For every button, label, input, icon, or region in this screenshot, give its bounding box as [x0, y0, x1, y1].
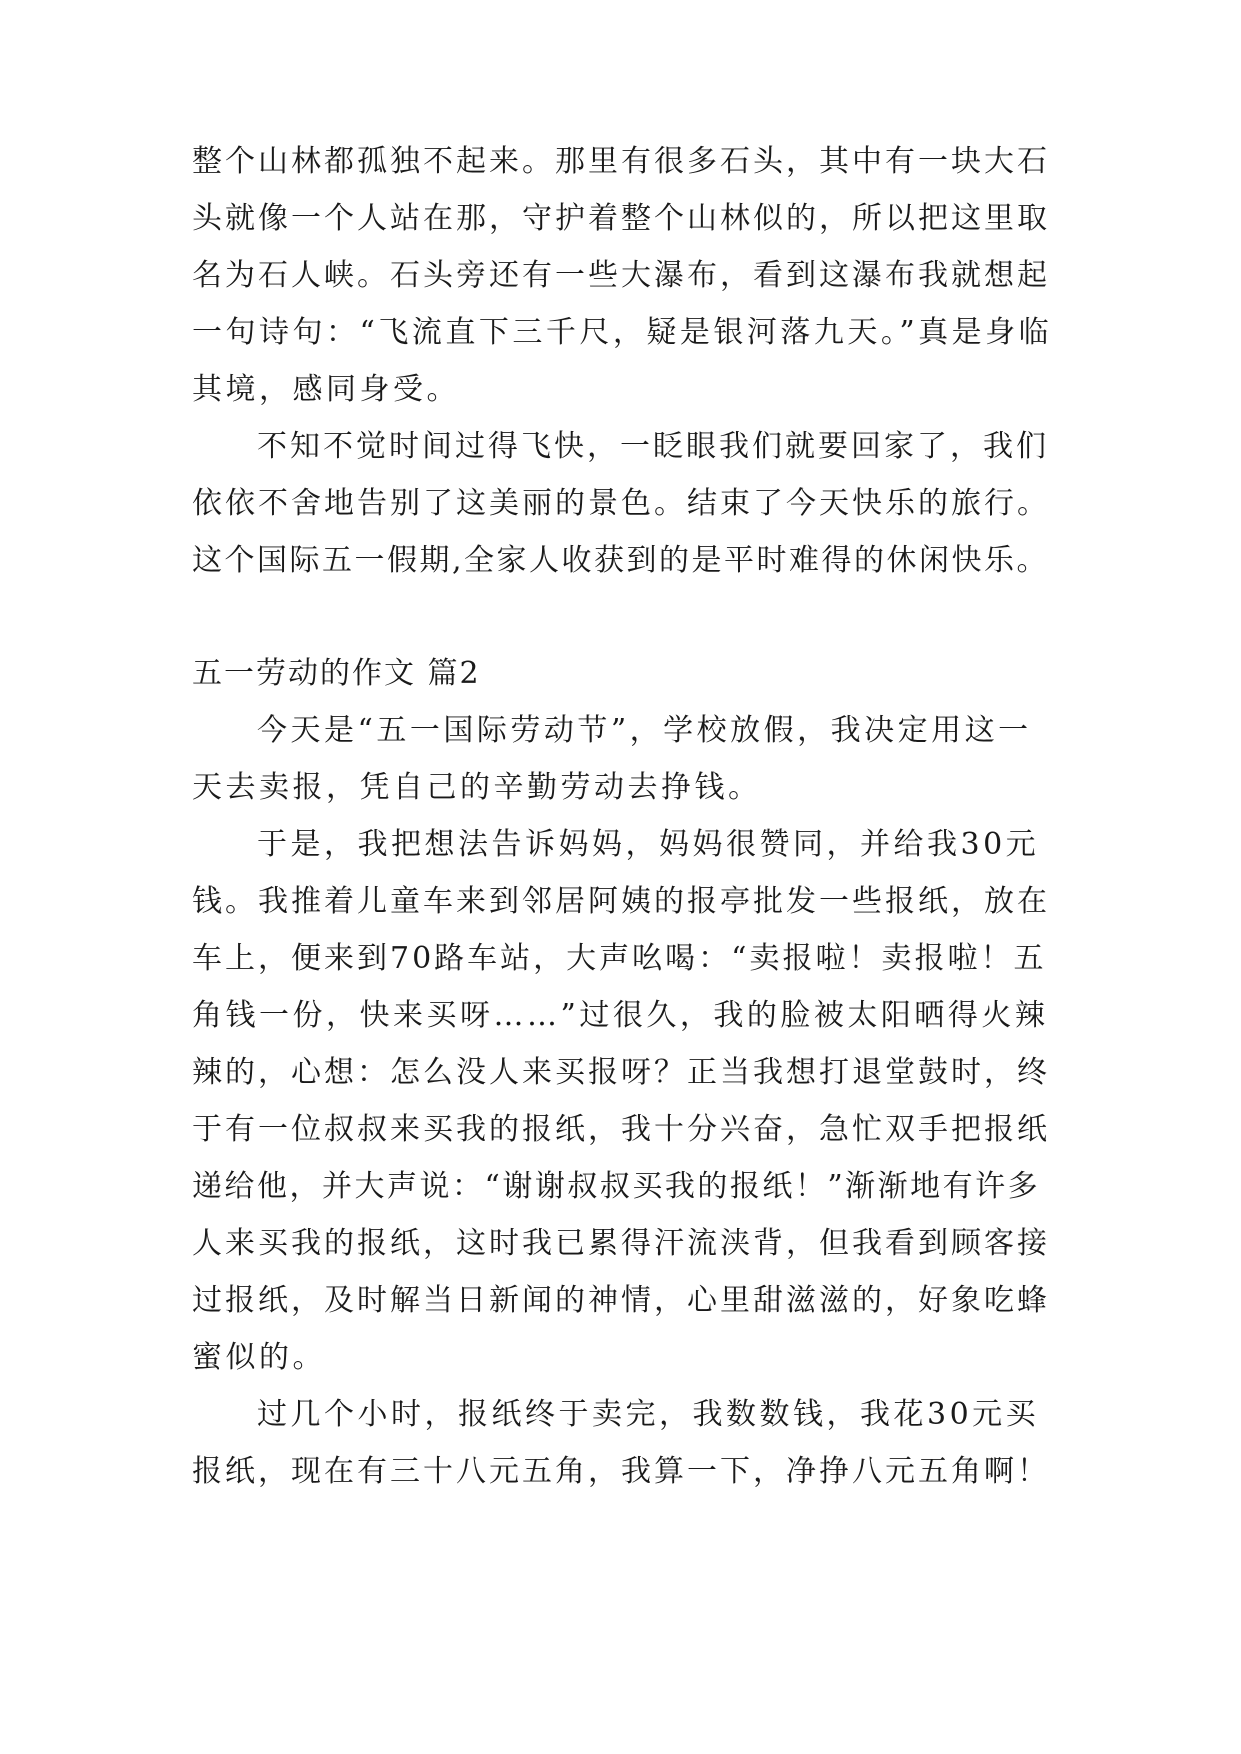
- paragraph-line: 车上，便来到70路车站，大声吆喝：“卖报啦！卖报啦！五: [192, 941, 1047, 976]
- paragraph-line: 这个国际五一假期,全家人收获到的是平时难得的休闲快乐。: [192, 543, 1050, 578]
- paragraph-line: 人来买我的报纸，这时我已累得汗流浃背，但我看到顾客接: [192, 1226, 1050, 1261]
- paragraph-line: 递给他，并大声说：“谢谢叔叔买我的报纸！”渐渐地有许多: [192, 1169, 1041, 1204]
- paragraph-line: 于是，我把想法告诉妈妈，妈妈很赞同，并给我30元: [257, 827, 1040, 862]
- paragraph-line: 依依不舍地告别了这美丽的景色。结束了今天快乐的旅行。: [192, 486, 1050, 521]
- paragraph-line: 报纸，现在有三十八元五角，我算一下，净挣八元五角啊！: [192, 1454, 1050, 1489]
- paragraph-line: 整个山林都孤独不起来。那里有很多石头，其中有一块大石: [192, 144, 1050, 179]
- paragraph-line: 过几个小时，报纸终于卖完，我数数钱，我花30元买: [257, 1397, 1040, 1432]
- paragraph-line: 一句诗句：“飞流直下三千尺，疑是银河落九天。”真是身临: [192, 315, 1053, 350]
- paragraph-line: 不知不觉时间过得飞快，一眨眼我们就要回家了，我们: [257, 429, 1049, 464]
- paragraph-line: 角钱一份，快来买呀……”过很久，我的脸被太阳晒得火辣: [192, 998, 1049, 1033]
- paragraph-line: 于有一位叔叔来买我的报纸，我十分兴奋，急忙双手把报纸: [192, 1112, 1050, 1147]
- paragraph-line: 蜜似的。: [192, 1340, 326, 1375]
- paragraph-line: 钱。我推着儿童车来到邻居阿姨的报亭批发一些报纸，放在: [192, 884, 1050, 919]
- paragraph-line: 今天是“五一国际劳动节”，学校放假，我决定用这一: [257, 713, 1032, 748]
- paragraph-line: 天去卖报，凭自己的辛勤劳动去挣钱。: [192, 770, 762, 805]
- paragraph-line: 其境，感同身受。: [192, 372, 460, 407]
- paragraph-line: 名为石人峡。石头旁还有一些大瀑布，看到这瀑布我就想起: [192, 258, 1050, 293]
- paragraph-line: 过报纸，及时解当日新闻的神情，心里甜滋滋的，好象吃蜂: [192, 1283, 1050, 1318]
- paragraph-line: 辣的，心想：怎么没人来买报呀？正当我想打退堂鼓时，终: [192, 1055, 1050, 1090]
- paragraph-line: 头就像一个人站在那，守护着整个山林似的，所以把这里取: [192, 201, 1050, 236]
- section-heading: 五一劳动的作文 篇2: [192, 656, 481, 691]
